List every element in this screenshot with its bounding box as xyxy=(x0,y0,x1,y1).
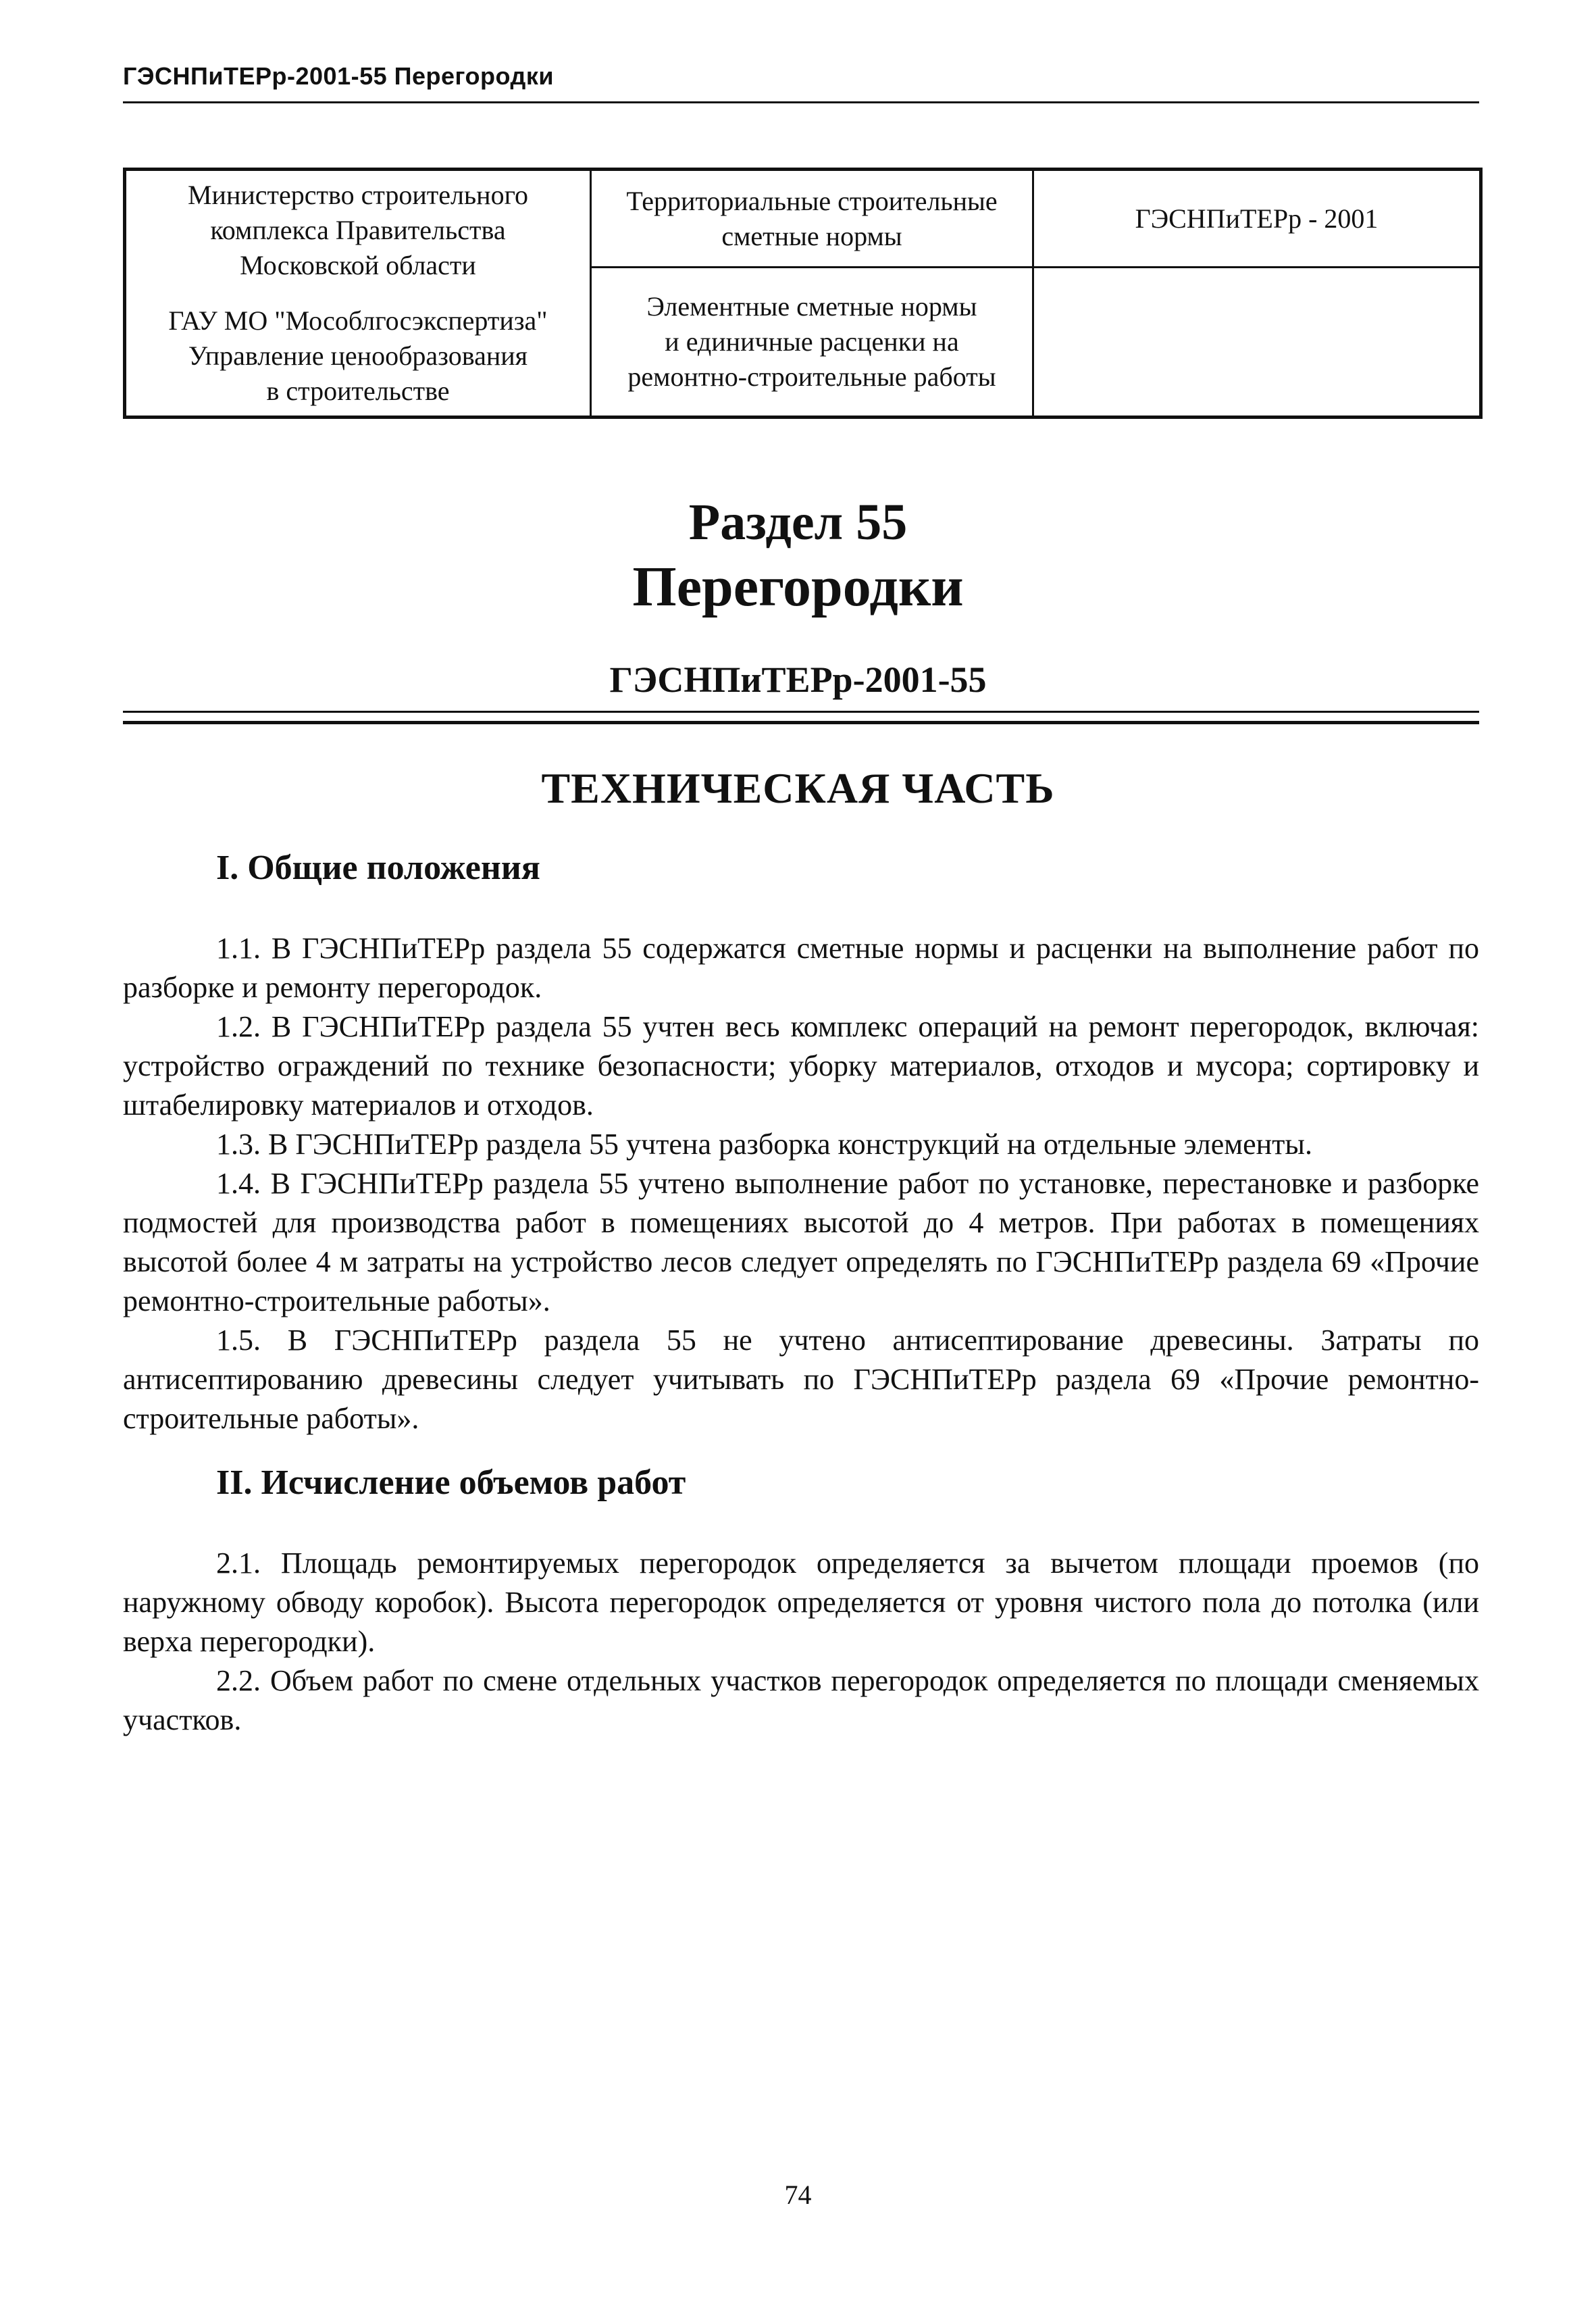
stamp-org-expertise xyxy=(136,303,580,409)
section-code: ГЭСНПиТЕРр-2001-55 xyxy=(609,659,987,700)
stamp-code-cell xyxy=(1033,170,1481,268)
stamp-org-expertise-line: в строительстве xyxy=(266,376,450,406)
paragraph-1-4: 1.4. В ГЭСНПиТЕРр раздела 55 учтено выполнение работ по установке, перестановке и разборке подмостей для производства работ в помещениях высотой до 4 метров. При работах в помещениях высотой более 4 м затраты на устройство лесов следует определять по ГЭСНПиТЕРр раздела 69 «Прочие ремонтно-строительные работы». xyxy=(123,1167,1479,1317)
running-header: ГЭСНПиТЕРр-2001-55 Перегородки xyxy=(123,62,555,90)
paragraph-1-5: 1.5. В ГЭСНПиТЕРр раздела 55 не учтено антисептирование древесины. Затраты по антисептированию древесины следует учитывать по ГЭСНПиТЕРр раздела 69 «Прочие ремонтно-строительные работы». xyxy=(123,1324,1479,1435)
stamp-organizations-cell xyxy=(125,170,591,418)
page-number: 74 xyxy=(784,2180,812,2210)
document-stamp-table xyxy=(123,168,1483,419)
stamp-org-expertise-line: ГАУ МО "Мособлгосэкспертиза" xyxy=(168,305,548,336)
stamp-norms-type-cell xyxy=(591,170,1033,268)
paragraph-1-1: 1.1. В ГЭСНПиТЕРр раздела 55 содержатся сметные нормы и расценки на выполнение работ по разборке и ремонту перегородок. xyxy=(123,932,1479,1004)
stamp-norms-type-line: Территориальные строительные xyxy=(626,185,998,216)
section-double-rule xyxy=(123,711,1479,724)
stamp-org-ministry-line: комплекса Правительства xyxy=(210,215,506,245)
header-rule xyxy=(123,101,1479,103)
stamp-org-ministry-line: Министерство строительного xyxy=(187,180,528,210)
stamp-empty-cell xyxy=(1033,268,1481,418)
stamp-code: ГЭСНПиТЕРр - 2001 xyxy=(1135,203,1379,234)
stamp-org-ministry xyxy=(136,178,580,283)
stamp-norms-type-line: сметные нормы xyxy=(721,220,902,251)
paragraph-1-3: 1.3. В ГЭСНПиТЕРр раздела 55 учтена разборка конструкций на отдельные элементы. xyxy=(216,1128,1312,1161)
section-label: Раздел 55 xyxy=(688,494,908,551)
paragraph-2-1: 2.1. Площадь ремонтируемых перегородок определяется за вычетом площади проемов (по наружному обводу коробок). Высота перегородок определяется от уровня чистого пола до потолка (или верха перегородки). xyxy=(123,1546,1479,1658)
stamp-norms-title-line: Элементные сметные нормы xyxy=(646,291,977,322)
part2-heading: II. Исчисление объемов работ xyxy=(216,1463,686,1502)
tech-part-title: ТЕХНИЧЕСКАЯ ЧАСТЬ xyxy=(541,764,1055,812)
section-name: Перегородки xyxy=(632,555,964,618)
stamp-org-ministry-line: Московской области xyxy=(240,250,476,280)
paragraph-1-2: 1.2. В ГЭСНПиТЕРр раздела 55 учтен весь комплекс операций на ремонт перегородок, включая: устройство ограждений по технике безопасности; уборку материалов, отходов и мусора; сортировку и штабелировку материалов и отходов. xyxy=(123,1010,1479,1122)
part1-heading: I. Общие положения xyxy=(216,849,540,887)
stamp-norms-title-line: и единичные расценки на xyxy=(665,326,959,357)
stamp-norms-title-cell xyxy=(591,268,1033,418)
stamp-org-expertise-line: Управление ценообразования xyxy=(188,341,528,371)
paragraph-2-2: 2.2. Объем работ по смене отдельных участков перегородок определяется по площади сменяемых участков. xyxy=(123,1664,1479,1736)
stamp-norms-title-line: ремонтно-строительные работы xyxy=(627,361,996,392)
